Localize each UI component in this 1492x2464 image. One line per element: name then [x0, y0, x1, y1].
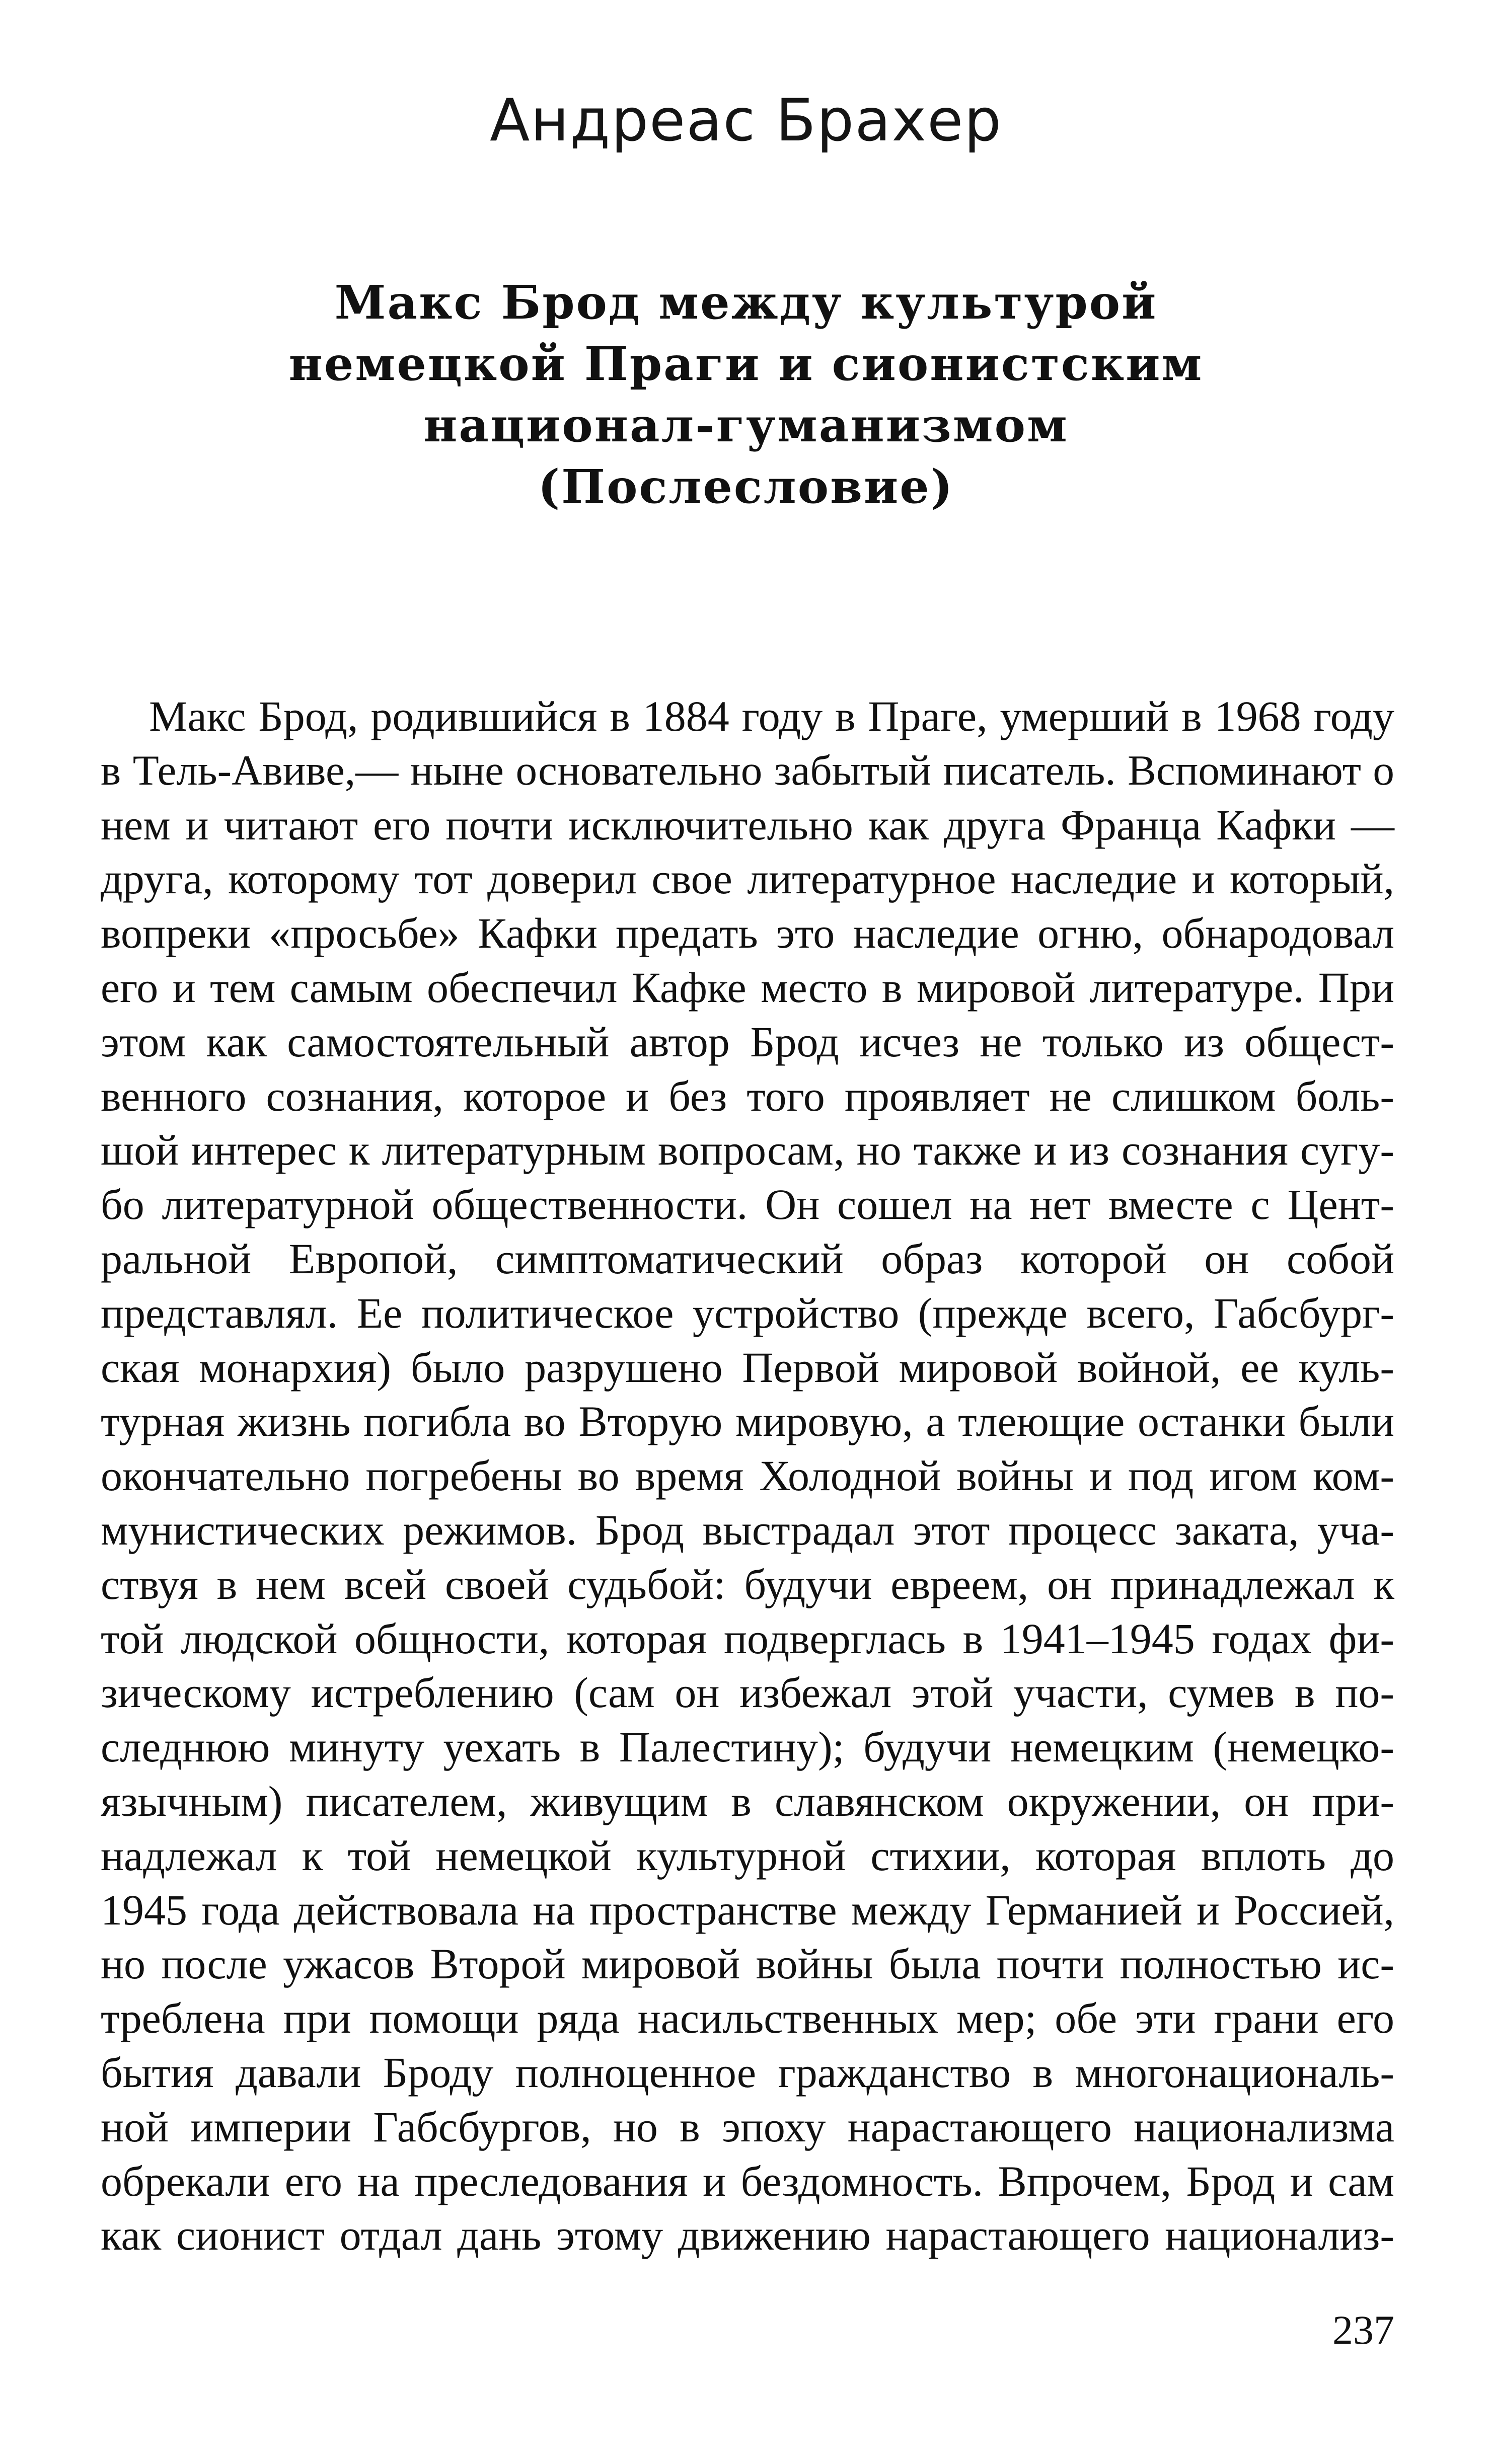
title-line: Макс Брод между культурой: [334, 275, 1158, 330]
body-line: венного сознания, которое и без того проявляет не слишком боль-: [101, 1071, 1394, 1120]
author-name: Андреас Брахер: [489, 87, 1003, 155]
body-line: его и тем самым обеспечил Кафке место в мировой литературе. При: [101, 963, 1394, 1012]
body-line: как сионист отдал дань этому движению нарастающего национализ-: [101, 2211, 1394, 2260]
body-line: ствуя в нем всей своей судьбой: будучи евреем, он принадлежал к: [101, 1560, 1394, 1608]
body-line: представлял. Ее политическое устройство (прежде всего, Габсбург-: [101, 1288, 1394, 1337]
title-line: немецкой Праги и сионистским: [288, 337, 1204, 391]
body-line: обрекали его на преследования и бездомность. Впрочем, Брод и сам: [101, 2157, 1394, 2205]
body-line: 1945 года действовала на пространстве между Германией и Россией,: [101, 1885, 1394, 1934]
body-text: [101, 689, 1394, 2263]
page-number: 237: [1332, 2307, 1394, 2353]
title-line: (Послесловие): [538, 459, 954, 514]
body-line: но после ужасов Второй мировой войны была почти полностью ис-: [101, 1940, 1394, 1988]
body-line: следнюю минуту уехать в Палестину); будучи немецким (немецко-: [101, 1723, 1394, 1772]
body-line: ская монархия) было разрушено Первой мировой войной, ее куль-: [101, 1343, 1394, 1392]
body-line: нем и читают его почти исключительно как друга Франца Кафки —: [101, 800, 1394, 849]
body-line: язычным) писателем, живущим в славянском окружении, он при-: [101, 1777, 1394, 1825]
body-line: ральной Европой, симптоматический образ которой он собой: [101, 1234, 1394, 1283]
body-line: той людской общности, которая подверглась в 1941–1945 годах фи-: [101, 1614, 1394, 1663]
chapter-title: [0, 272, 1492, 517]
body-line: друга, которому тот доверил свое литературное наследие и который,: [101, 855, 1394, 903]
title-line: национал-гуманизмом: [423, 398, 1069, 452]
body-line: треблена при помощи ряда насильственных мер; обе эти грани его: [101, 1994, 1394, 2043]
body-line: шой интерес к литературным вопросам, но также и из сознания сугу-: [101, 1126, 1394, 1175]
body-line: мунистических режимов. Брод выстрадал этот процесс заката, уча-: [101, 1505, 1394, 1554]
body-line: бытия давали Броду полноценное гражданство в многонациональ-: [101, 2048, 1394, 2097]
body-line: этом как самостоятельный автор Брод исчез не только из общест-: [101, 1017, 1394, 1066]
body-line: ной империи Габсбургов, но в эпоху нарастающего национализма: [101, 2102, 1394, 2151]
body-line: зическому истреблению (сам он избежал этой участи, сумев в по-: [101, 1668, 1394, 1717]
body-line: бо литературной общественности. Он сошел на нет вместе с Цент-: [101, 1180, 1394, 1229]
body-line: в Тель-Авиве,— ныне основательно забытый писатель. Вспоминают о: [101, 746, 1394, 794]
body-line: надлежал к той немецкой культурной стихии, которая вплоть до: [101, 1831, 1394, 1880]
body-line: вопреки «просьбе» Кафки предать это наследие огню, обнародовал: [101, 909, 1394, 958]
body-line: Макс Брод, родившийся в 1884 году в Праге, умерший в 1968 году: [149, 692, 1394, 740]
body-line: окончательно погребены во время Холодной войны и под игом ком-: [101, 1451, 1394, 1500]
body-line: турная жизнь погибла во Вторую мировую, а тлеющие останки были: [101, 1397, 1394, 1446]
